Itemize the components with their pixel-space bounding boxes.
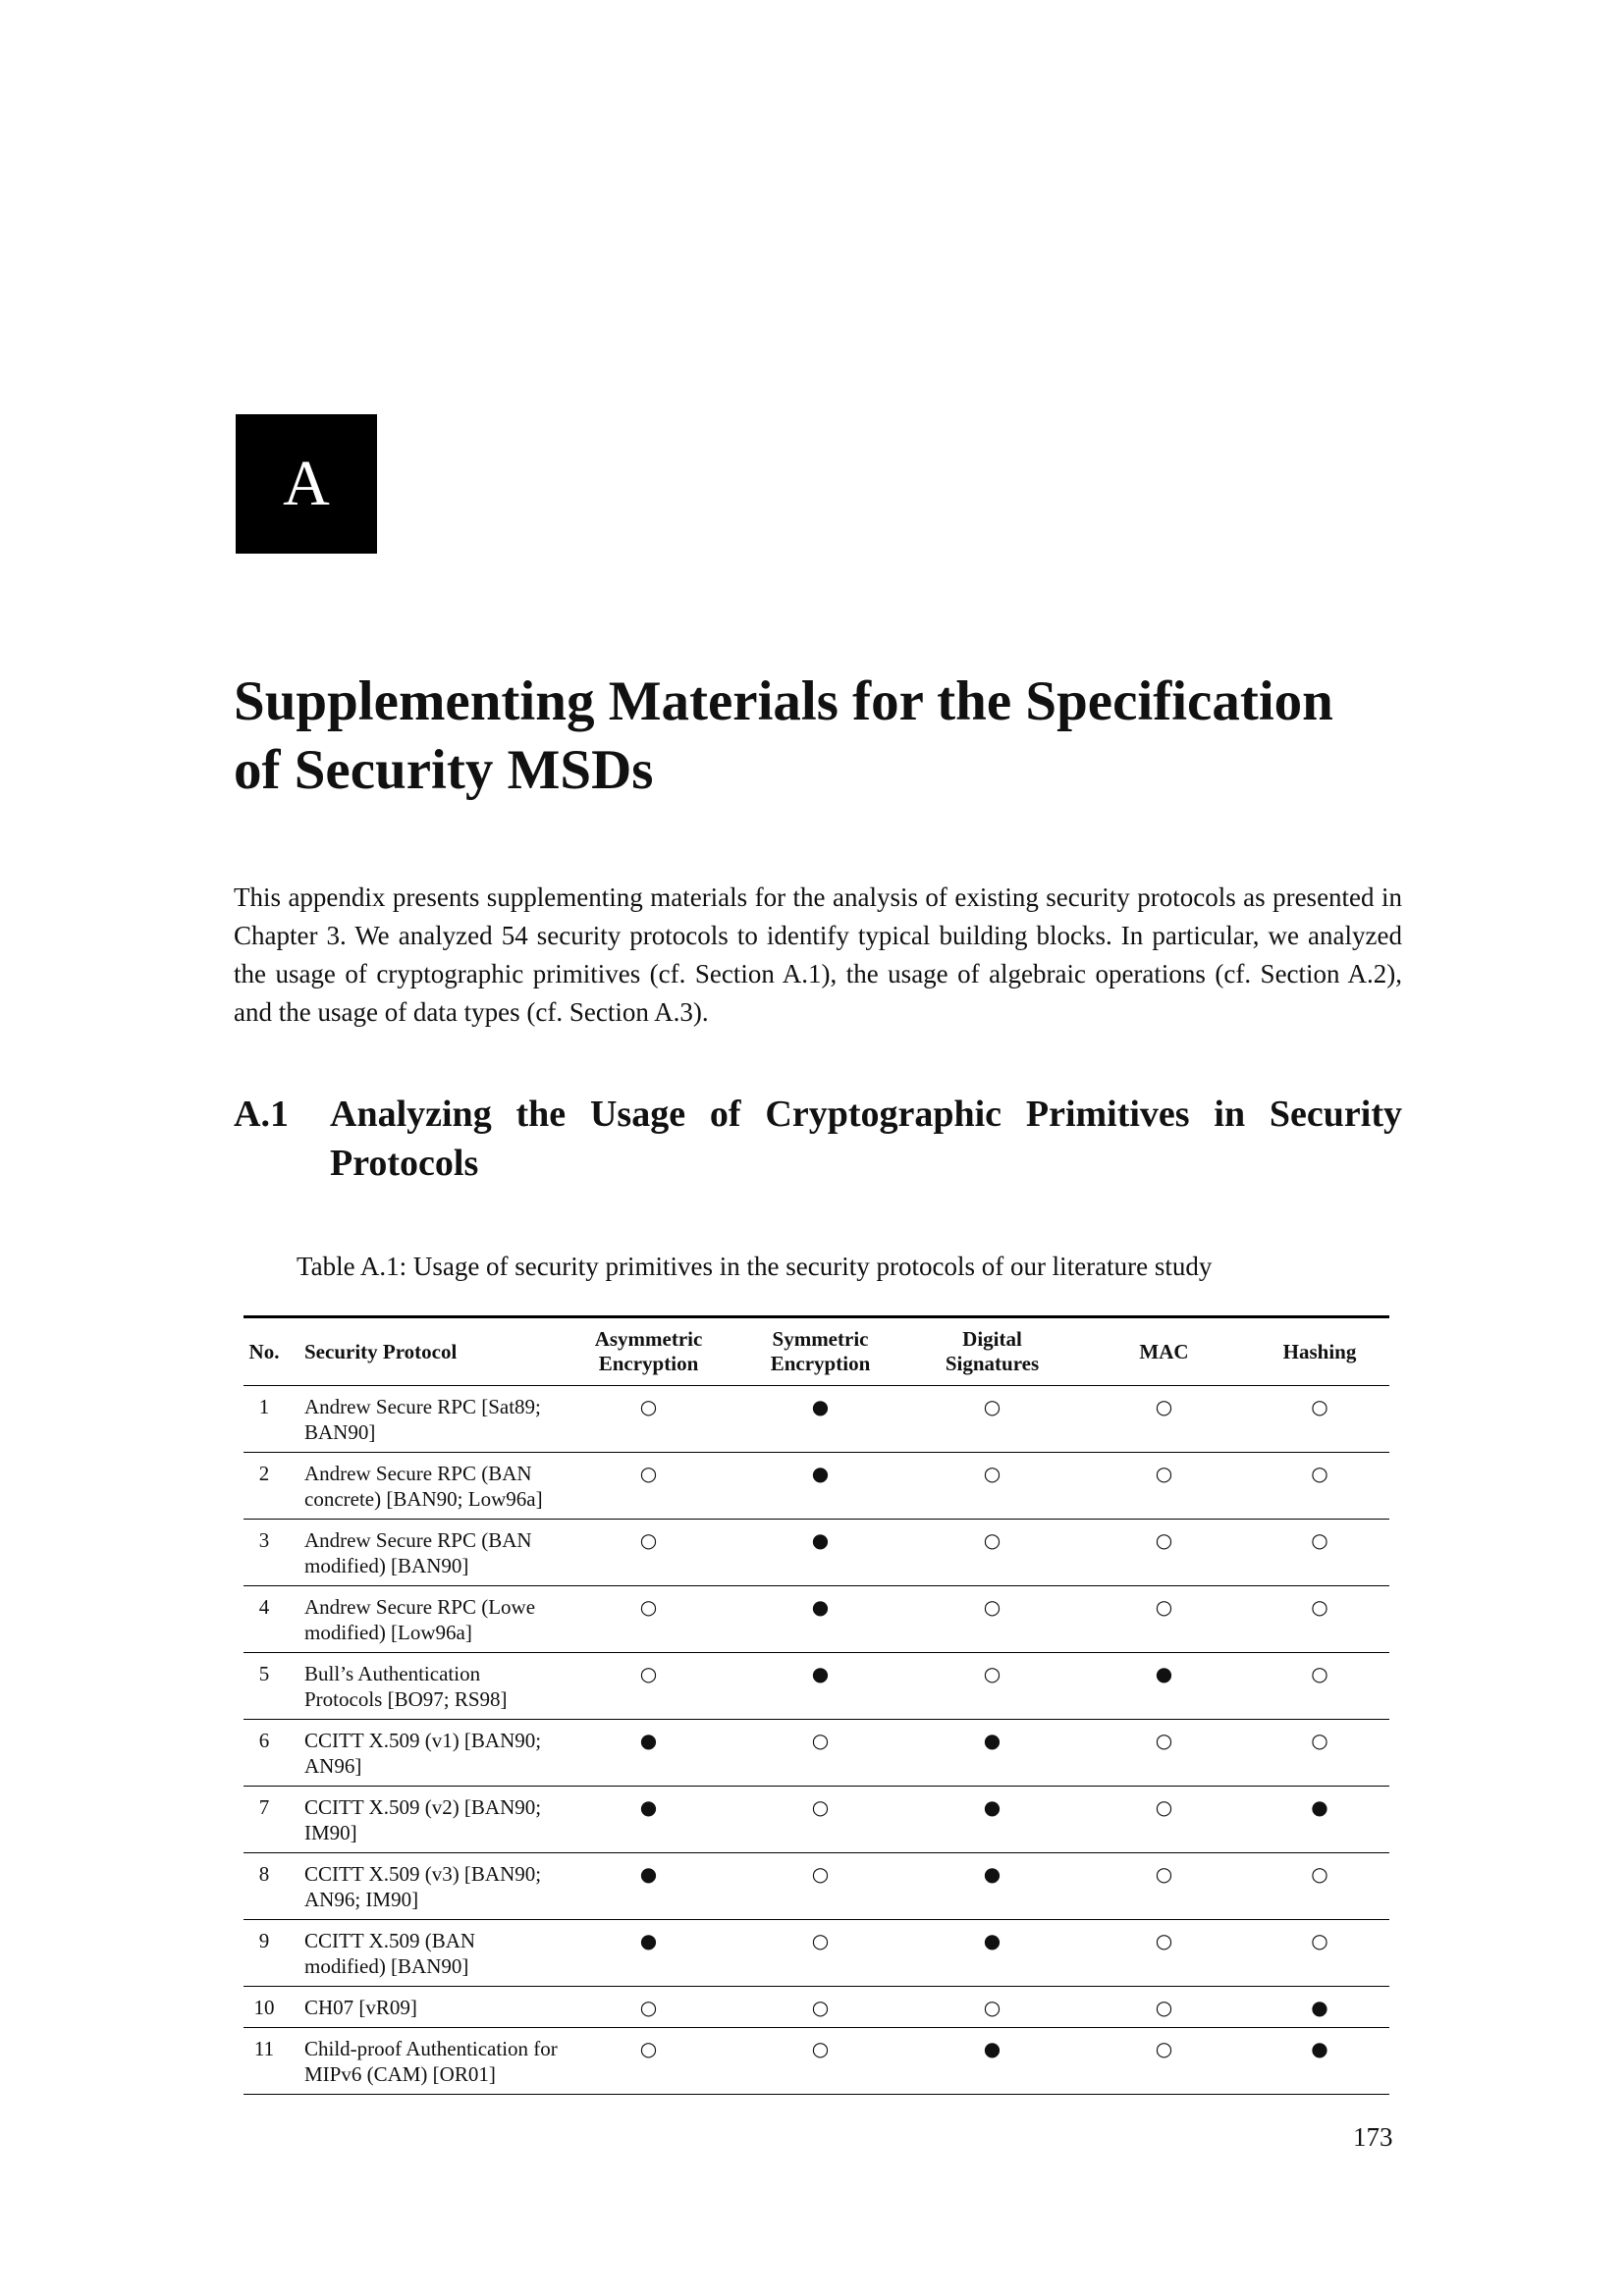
row-digital-signatures: ● [983,1795,1001,1819]
row-hashing: ○ [1311,1929,1328,1952]
row-digital-signatures: ○ [983,1528,1001,1552]
protocol-line-2: modified) [BAN90] [304,1954,469,1978]
row-protocol [285,1586,563,1653]
row-symmetric-encryption: ● [811,1395,830,1418]
header-digital-signatures: Digital Signatures [945,1327,1040,1375]
row-asymmetric-encryption: ● [639,1929,658,1952]
row-protocol [285,1653,563,1720]
chapter-title-line-1: Supplementing Materials for the Specification [234,670,1333,732]
protocol-line-2: AN96; IM90] [304,1888,419,1911]
header-asymmetric-encryption: Asymmetric Encryption [594,1327,703,1375]
header-protocol: Security Protocol [304,1339,458,1363]
table-body [244,1386,1389,2095]
header-symmetric-encryption: Symmetric Encryption [770,1327,871,1375]
row-hashing: ● [1311,1996,1328,2019]
intro-paragraph: This appendix presents supplementing materials for the analysis of existing security protocols as presented in Chapter 3. We analyzed 54 security protocols to identify typical building blocks. In particular, we analyzed the usage of cryptographic primitives (cf. Section A.1), the usage of algebraic operations (cf. Section A.2), and the usage of data types (cf. Section A.3). [234,882,1402,1027]
protocol-line-2: MIPv6 (CAM) [OR01] [304,2062,496,2086]
row-asymmetric-encryption: ○ [639,1595,658,1619]
row-symmetric-encryption: ● [811,1662,830,1685]
row-symmetric-encryption: ○ [811,1729,830,1752]
row-protocol [285,1386,563,1453]
table-header-row [244,1317,1389,1386]
row-protocol [285,1920,563,1987]
protocol-line-2: Protocols [BO97; RS98] [304,1687,508,1711]
header-mac: MAC [1139,1339,1189,1363]
row-number: 3 [258,1528,270,1552]
section-heading [234,1090,1402,1188]
row-mac: ○ [1155,1595,1173,1619]
table-row [244,1520,1389,1586]
row-symmetric-encryption: ● [811,1462,830,1485]
protocol-line-1: CCITT X.509 (v3) [BAN90; [304,1862,542,1886]
table-row [244,1987,1389,2028]
protocol-line-1: Andrew Secure RPC (Lowe [304,1595,536,1619]
row-symmetric-encryption: ○ [811,1795,830,1819]
row-protocol [285,1520,563,1586]
protocol-line-1: CCITT X.509 (v1) [BAN90; [304,1729,542,1752]
row-hashing: ● [1311,1795,1328,1819]
protocol-line-1: Andrew Secure RPC [Sat89; [304,1395,541,1418]
row-hashing: ○ [1311,1862,1328,1886]
row-digital-signatures: ● [983,1729,1001,1752]
row-digital-signatures: ○ [983,1996,1001,2019]
row-number: 11 [253,2037,275,2060]
protocol-line-2: modified) [Low96a] [304,1621,472,1644]
row-protocol [285,1787,563,1853]
protocol-line-2: IM90] [304,1821,357,1844]
row-asymmetric-encryption: ● [639,1862,658,1886]
protocol-line-1: Bull’s Authentication [304,1662,481,1685]
row-digital-signatures: ○ [983,1595,1001,1619]
table-row [244,1787,1389,1853]
row-mac: ○ [1155,1528,1173,1552]
row-number: 9 [258,1929,270,1952]
row-asymmetric-encryption: ○ [639,1662,658,1685]
row-hashing: ○ [1311,1662,1328,1685]
row-mac: ○ [1155,1395,1173,1418]
row-protocol [285,1453,563,1520]
row-number: 2 [258,1462,270,1485]
table-row [244,1653,1389,1720]
row-number: 8 [258,1862,270,1886]
row-asymmetric-encryption: ○ [639,2037,658,2060]
protocol-line-1: CH07 [vR09] [304,1996,417,2019]
header-hashing: Hashing [1282,1339,1357,1363]
table-row [244,2028,1389,2095]
table-row [244,1453,1389,1520]
table-row [244,1720,1389,1787]
row-symmetric-encryption: ○ [811,1862,830,1886]
row-protocol [285,2028,563,2095]
row-asymmetric-encryption: ● [639,1795,658,1819]
row-mac: ○ [1155,1795,1173,1819]
protocol-line-1: CCITT X.509 (BAN [304,1929,476,1952]
row-asymmetric-encryption: ○ [639,1996,658,2019]
row-symmetric-encryption: ○ [811,1996,830,2019]
table-row [244,1586,1389,1653]
row-symmetric-encryption: ● [811,1528,830,1552]
row-mac: ○ [1155,1929,1173,1952]
row-hashing: ○ [1311,1395,1328,1418]
table-row [244,1386,1389,1453]
row-digital-signatures: ○ [983,1662,1001,1685]
row-number: 7 [258,1795,270,1819]
chapter-letter-box [236,414,377,554]
protocol-line-1: Child-proof Authentication for [304,2037,558,2060]
protocol-line-2: AN96] [304,1754,362,1778]
row-mac: ○ [1155,2037,1173,2060]
protocol-line-2: modified) [BAN90] [304,1554,469,1577]
row-number: 1 [258,1395,270,1418]
protocol-line-1: Andrew Secure RPC (BAN [304,1462,532,1485]
row-protocol [285,1853,563,1920]
row-digital-signatures: ○ [983,1395,1001,1418]
row-number: 4 [258,1595,270,1619]
section-title: Analyzing the Usage of Cryptographic Primitives in Security Protocols [330,1094,1402,1184]
row-mac: ○ [1155,1729,1173,1752]
row-mac: ○ [1155,1862,1173,1886]
row-asymmetric-encryption: ● [639,1729,658,1752]
row-symmetric-encryption: ○ [811,1929,830,1952]
row-asymmetric-encryption: ○ [639,1528,658,1552]
row-hashing: ○ [1311,1462,1328,1485]
chapter-letter: A [283,448,330,519]
page-number: 173 [1353,2122,1393,2152]
row-hashing: ● [1311,2037,1328,2060]
row-digital-signatures: ○ [983,1462,1001,1485]
row-number: 6 [258,1729,270,1752]
protocol-line-2: BAN90] [304,1420,376,1444]
chapter-title [234,667,1412,805]
header-no: No. [248,1339,280,1363]
section-number: A.1 [234,1094,289,1135]
row-asymmetric-encryption: ○ [639,1395,658,1418]
row-symmetric-encryption: ○ [811,2037,830,2060]
protocol-line-1: Andrew Secure RPC (BAN [304,1528,532,1552]
primitives-table [244,1315,1389,2095]
row-digital-signatures: ● [983,1929,1001,1952]
table-caption: Table A.1: Usage of security primitives in the security protocols of our literature study [297,1252,1213,1281]
row-number: 10 [253,1996,275,2019]
row-digital-signatures: ● [983,2037,1001,2060]
row-mac: ● [1155,1662,1173,1685]
row-digital-signatures: ● [983,1862,1001,1886]
table-row [244,1853,1389,1920]
row-hashing: ○ [1311,1595,1328,1619]
row-symmetric-encryption: ● [811,1595,830,1619]
table-row [244,1920,1389,1987]
row-hashing: ○ [1311,1729,1328,1752]
row-protocol [285,1987,563,2028]
row-number: 5 [258,1662,270,1685]
row-mac: ○ [1155,1996,1173,2019]
row-hashing: ○ [1311,1528,1328,1552]
row-mac: ○ [1155,1462,1173,1485]
chapter-title-line-2: of Security MSDs [234,739,654,801]
protocol-line-1: CCITT X.509 (v2) [BAN90; [304,1795,542,1819]
row-asymmetric-encryption: ○ [639,1462,658,1485]
row-protocol [285,1720,563,1787]
protocol-line-2: concrete) [BAN90; Low96a] [304,1487,543,1511]
